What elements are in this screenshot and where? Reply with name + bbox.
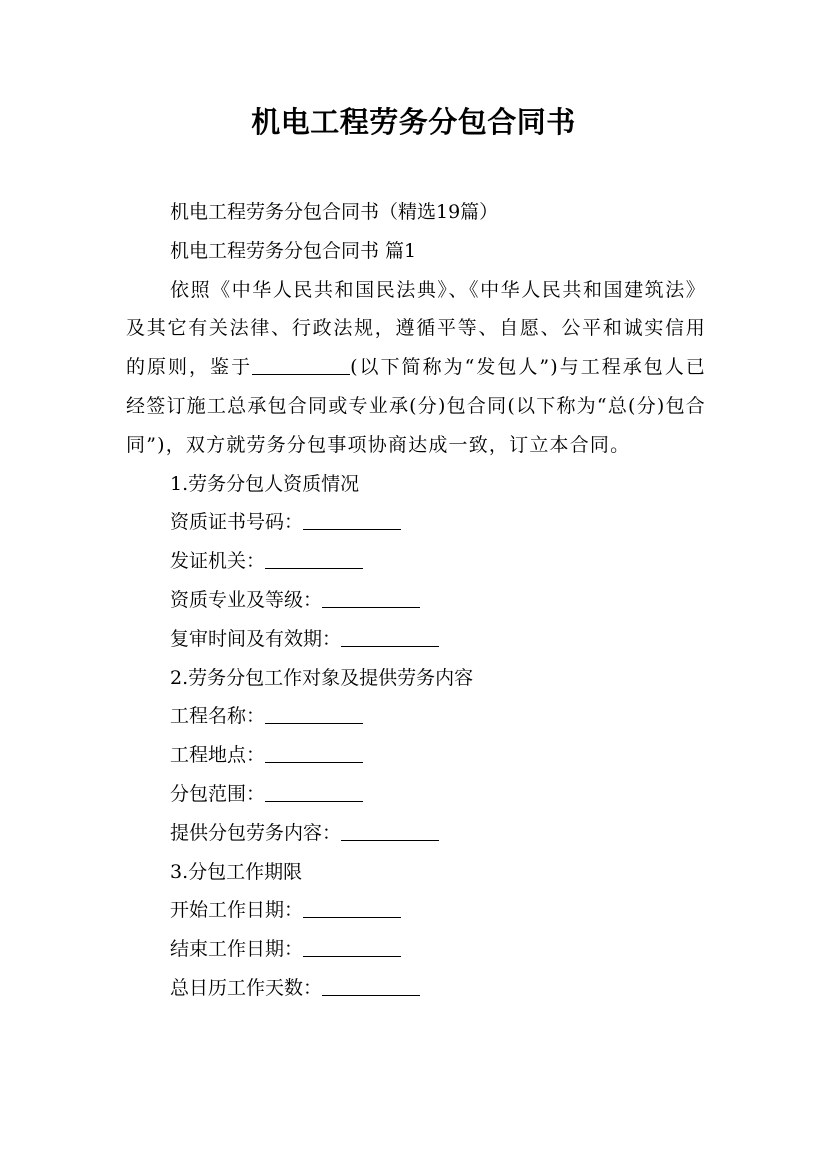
field-label: 资质专业及等级： [170,588,323,611]
field-row [126,697,706,736]
field-blank [341,628,439,647]
field-blank [265,705,363,724]
intro-text-part1: 依照《中华人民共和国民法典》、《中华人民共和国建筑法》及其它有关法律、行政法规，遵循平等、自愿、公平和诚实信用的原则，鉴于 [126,278,706,379]
document-subtitle: 机电工程劳务分包合同书（精选19篇） [170,201,499,223]
field-label: 提供分包劳务内容： [170,821,342,844]
field-row [126,891,706,930]
field-blank [322,589,420,608]
field-row [126,969,706,1008]
field-label: 复审时间及有效期： [170,627,342,650]
field-blank [265,744,363,763]
intro-text-part2: (以下简称为“发包人”)与工程承包人已经签订施工总承包合同或专业承(分)包合同(以下称为“总(分)包合同”)，双方就劳务分包事项协商达成一致，订立本合同。 [126,356,706,456]
field-row [126,503,706,542]
field-row [126,581,706,620]
field-blank [303,899,401,918]
field-row [126,775,706,814]
field-row [126,620,706,659]
field-label: 工程地点： [170,744,266,767]
section-3-heading: 3.分包工作期限 [170,860,303,883]
employer-blank [252,356,350,375]
field-row [126,930,706,969]
section-2-heading: 2.劳务分包工作对象及提供劳务内容 [170,666,474,689]
field-blank [265,550,363,569]
section-heading: 机电工程劳务分包合同书 篇1 [170,239,417,262]
intro-paragraph [126,271,706,465]
document-body [126,193,706,1008]
field-label: 分包范围： [170,782,266,805]
field-label: 资质证书号码： [170,511,304,534]
document-title: 机电工程劳务分包合同书 [251,105,576,139]
field-blank [341,822,439,841]
field-label: 总日历工作天数： [170,976,323,999]
field-label: 发证机关： [170,550,266,573]
section-1-heading: 1.劳务分包人资质情况 [170,472,360,495]
field-blank [303,511,401,530]
field-label: 开始工作日期： [170,899,304,922]
field-row [126,736,706,775]
field-row [126,814,706,853]
field-label: 结束工作日期： [170,938,304,961]
field-blank [265,783,363,802]
field-label: 工程名称： [170,705,266,728]
field-blank [322,977,420,996]
field-row [126,542,706,581]
field-blank [303,938,401,957]
